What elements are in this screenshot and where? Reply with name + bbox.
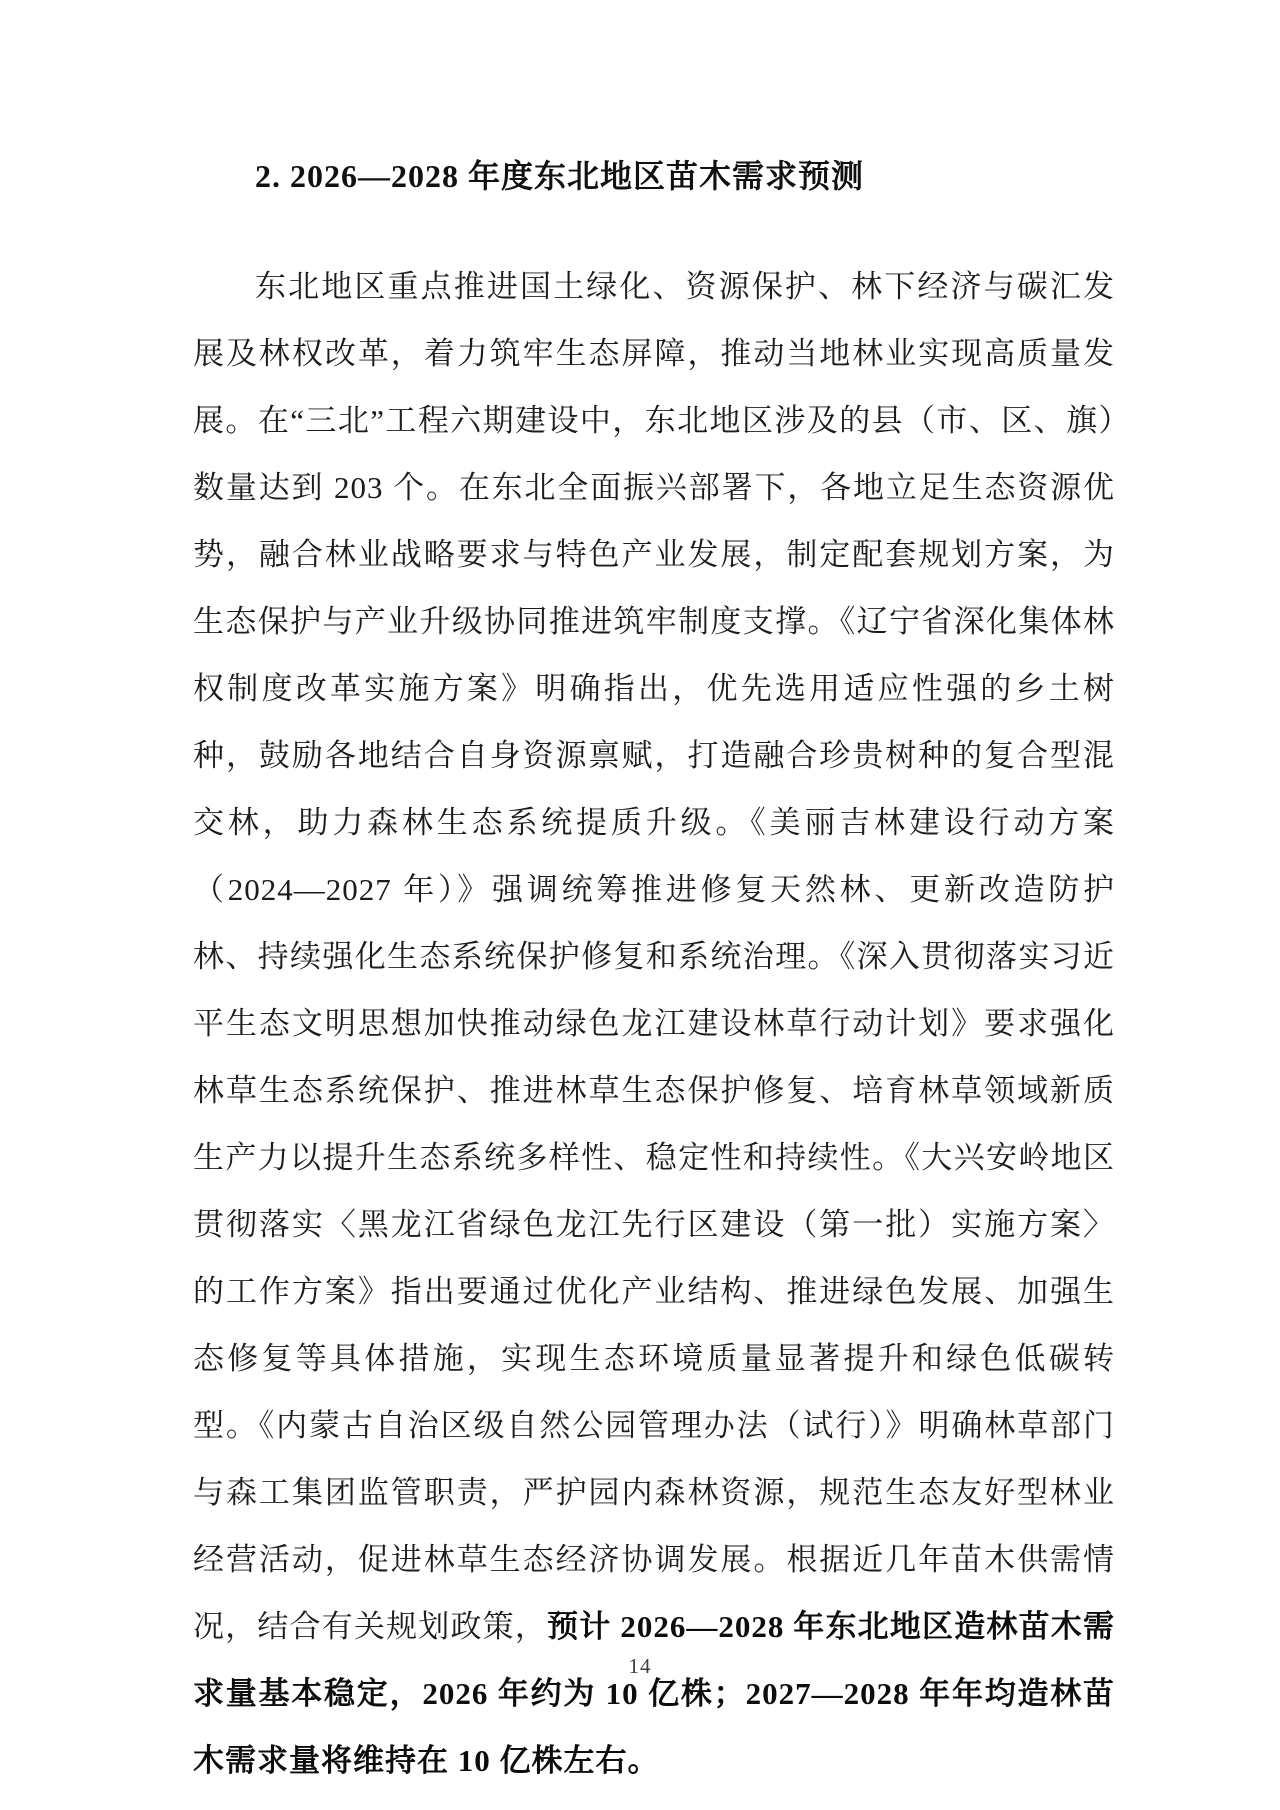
paragraph-bold-forecast-text: 预计 2026—2028 年东北地区造林苗木需求量基本稳定，2026 年约为 10 亿株；2027—2028 年年均造林苗木需求量将维持在 10 亿株左右。	[193, 1609, 1115, 1778]
body-paragraph	[193, 253, 1115, 1794]
page-number: 14	[628, 1654, 652, 1678]
section-heading: 2. 2026—2028 年度东北地区苗木需求预测	[255, 158, 865, 194]
paragraph-normal-text: 东北地区重点推进国土绿化、资源保护、林下经济与碳汇发展及林权改革，着力筑牢生态屏障，推动当地林业实现高质量发展。在“三北”工程六期建设中，东北地区涉及的县（市、区、旗）数量达到 203 个。在东北全面振兴部署下，各地立足生态资源优势，融合林业战略要求与特色产业发展，制定配套规划方案，为生态保护与产业升级协同推进筑牢制度支撑。《辽宁省深化集体林权制度改革实施方案》明确指出，优先选用适应性强的乡土树种，鼓励各地结合自身资源禀赋，打造融合珍贵树种的复合型混交林，助力森林生态系统提质升级。《美丽吉林建设行动方案（2024—2027 年）》强调统筹推进修复天然林、更新改造防护林、持续强化生态系统保护修复和系统治理。《深入贯彻落实习近平生态文明思想加快推动绿色龙江建设林草行动计划》要求强化林草生态系统保护、推进林草生态保护修复、培育林草领域新质生产力以提升生态系统多样性、稳定性和持续性。《大兴安岭地区贯彻落实〈黑龙江省绿色龙江先行区建设（第一批）实施方案〉的工作方案》指出要通过优化产业结构、推进绿色发展、加强生态修复等具体措施，实现生态环境质量显著提升和绿色低碳转型。《内蒙古自治区级自然公园管理办法（试行）》明确林草部门与森工集团监管职责，严护园内森林资源，规范生态友好型林业经营活动，促进林草生态经济协调发展。根据近几年苗木供需情况，结合有关规划政策，	[193, 269, 1115, 1644]
